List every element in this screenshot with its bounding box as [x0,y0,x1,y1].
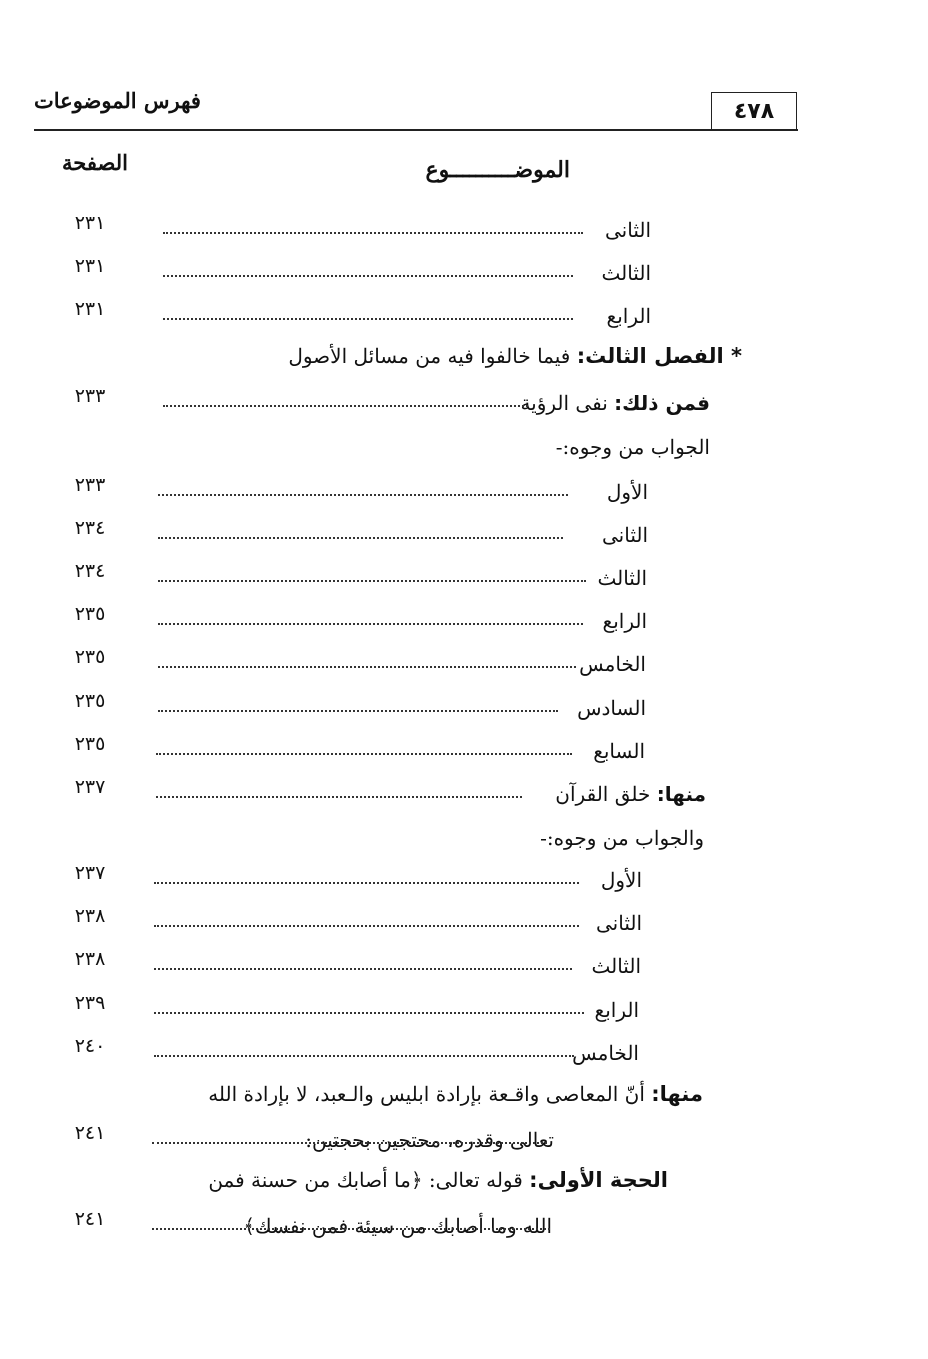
dot-leader [158,537,563,539]
toc-entry[interactable] [0,992,928,1034]
dot-leader [154,882,579,884]
dot-leader [154,1055,574,1057]
toc-entry-page: ٢٤١ [74,1208,106,1230]
toc-entry-page: ٢٣١ [74,298,106,320]
toc-entry[interactable] [0,733,928,775]
topic-column-header: الموضــــــــــوع [425,157,570,183]
toc-entry-label: الثانى [601,523,648,547]
dot-leader [158,623,583,625]
toc-entry-label: الخامس [579,652,646,676]
sub-heading: والجواب من وجوه:- [540,826,704,850]
chapter-heading-text: فيما خالفوا فيه من مسائل الأصول [288,344,577,368]
header-rule [34,129,798,131]
toc-entry[interactable] [0,862,928,904]
dot-leader [152,1142,547,1144]
toc-entry[interactable] [0,776,928,818]
paragraph-bold: الحجة الأولى: [529,1168,668,1192]
toc-entry-label: الرابع [594,998,639,1022]
toc-entry[interactable] [0,385,928,427]
toc-entry[interactable] [0,517,928,559]
toc-entry-page: ٢٣٩ [74,992,106,1014]
toc-entry-label: السابع [593,739,645,763]
dot-leader [163,275,573,277]
chapter-heading-title: * الفصل الثالث: [576,344,742,368]
paragraph-bold: منها: [651,1082,703,1106]
toc-entry-page: ٢٣٥ [74,603,106,625]
running-header-title: فهرس الموضوعات [34,88,201,113]
page-column-header: الصفحة [62,150,128,175]
dot-leader [158,580,586,582]
toc-entry-page: ٢٤٠ [74,1035,106,1057]
toc-entry-label-bold: منها: [656,782,706,806]
toc-entry-label: الأول [600,868,642,892]
paragraph-line-2: الله وما أصابك من سيئة فمن نفسك﴾ [243,1214,552,1238]
toc-entry-page: ٢٣٨ [74,948,106,970]
paragraph-text: قوله تعالى: ﴿ما أصابك من حسنة فمن [208,1168,530,1192]
toc-entry-page: ٢٣٧ [74,776,106,798]
toc-entry-label-text: خلق القرآن [555,782,657,806]
dot-leader [154,925,579,927]
toc-entry[interactable] [0,212,928,254]
toc-entry-page: ٢٣٣ [74,385,106,407]
toc-entry-label: الثانى [604,218,651,242]
toc-entry-page: ٢٣٥ [74,646,106,668]
dot-leader [158,710,558,712]
toc-entry-label: السادس [577,696,646,720]
dot-leader [154,1012,584,1014]
dot-leader [156,753,572,755]
toc-entry [0,1208,928,1250]
chapter-heading[interactable] [288,342,742,370]
toc-entry-label: الثالث [591,954,641,978]
dot-leader [152,1228,550,1230]
paragraph-line [208,1080,703,1108]
toc-entry-page: ٢٣٥ [74,733,106,755]
dot-leader [156,796,522,798]
toc-entry[interactable] [0,560,928,602]
paragraph-text: أنّ المعاصى واقـعة بإرادة ابليس والـعبد، لا بإرادة الله [208,1082,652,1106]
toc-entry[interactable] [0,603,928,645]
toc-entry[interactable] [0,905,928,947]
toc-entry[interactable] [0,948,928,990]
dot-leader [158,666,576,668]
toc-entry-label: الرابع [602,609,647,633]
toc-entry-label: الأول [606,480,648,504]
toc-entry-page: ٢٣١ [74,255,106,277]
toc-entry-label: الرابع [606,304,651,328]
toc-entry[interactable] [0,474,928,516]
paragraph-line-2: تعالى وقدره، محتجين بحجتين: [305,1128,554,1152]
toc-entry-page: ٢٤١ [74,1122,106,1144]
toc-entry-label [555,780,706,808]
dot-leader [163,318,573,320]
toc-entry-label: الثالث [597,566,647,590]
toc-entry-page: ٢٣٤ [74,560,106,582]
toc-entry[interactable] [0,1035,928,1077]
toc-entry-label: الثانى [595,911,642,935]
toc-entry-page: ٢٣١ [74,212,106,234]
page-number: ٤٧٨ [711,92,797,130]
toc-entry-label: الثالث [601,261,651,285]
toc-entry-page: ٢٣٤ [74,517,106,539]
sub-heading: الجواب من وجوه:- [555,435,710,459]
toc-entry[interactable] [0,690,928,732]
dot-leader [163,232,583,234]
dot-leader [154,968,572,970]
toc-entry-label: الخامس [572,1041,639,1065]
dot-leader [163,405,528,407]
toc-entry [0,1122,928,1164]
toc-entry-page: ٢٣٣ [74,474,106,496]
toc-entry-label-bold: فمن ذلك: [614,391,710,415]
toc-entry[interactable] [0,255,928,297]
toc-entry[interactable] [0,298,928,340]
paragraph-line [208,1166,668,1194]
dot-leader [158,494,568,496]
toc-entry-label [520,389,710,417]
toc-entry-page: ٢٣٥ [74,690,106,712]
toc-entry-page: ٢٣٧ [74,862,106,884]
toc-entry-page: ٢٣٨ [74,905,106,927]
toc-entry-label-text: نفى الرؤية [520,391,615,415]
toc-entry[interactable] [0,646,928,688]
